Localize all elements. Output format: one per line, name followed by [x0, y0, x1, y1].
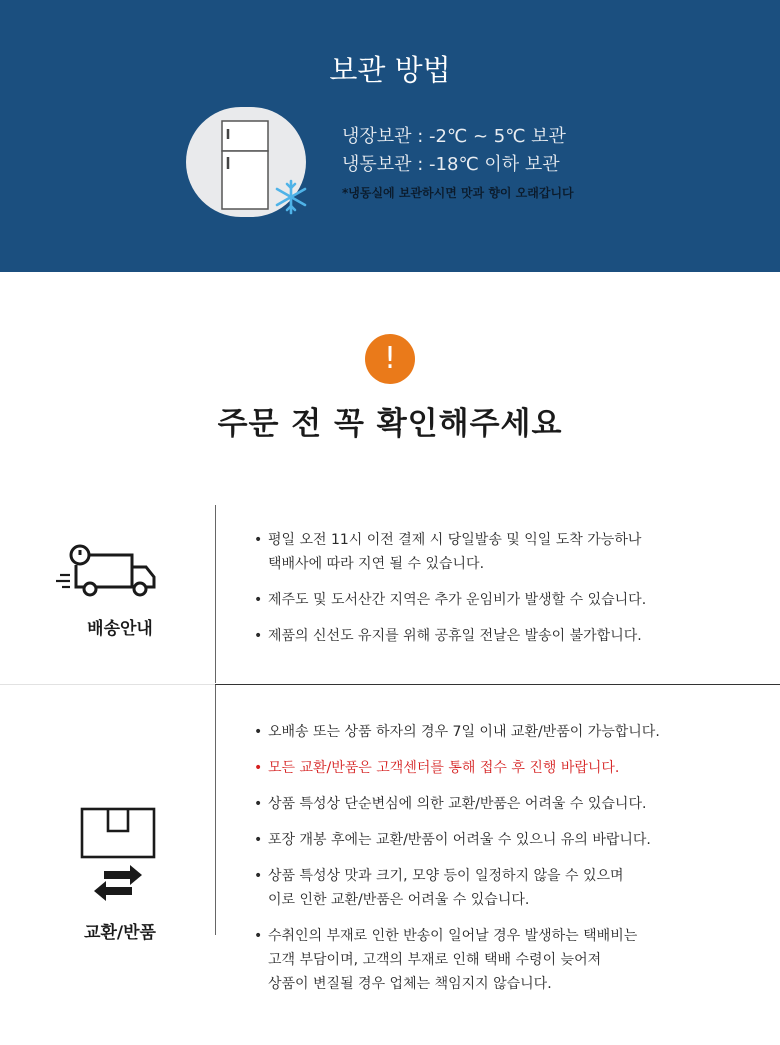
section-divider-horizontal — [0, 684, 215, 685]
list-item: • 수취인의 부재로 인한 반송이 일어날 경우 발생하는 택배비는 고객 부담이며, 고객의 부재로 인해 택배 수령이 늦어져 상품이 변질될 경우 업체는 책임지지 않습니다. — [254, 924, 660, 996]
list-item: • 오배송 또는 상품 하자의 경우 7일 이내 교환/반품이 가능합니다. — [254, 720, 660, 744]
delivery-label: 배송안내 — [87, 619, 153, 639]
section-divider-vertical — [215, 505, 216, 683]
list-item: • 평일 오전 11시 이전 결제 시 당일발송 및 익일 도착 가능하나 택배사에 따라 지연 될 수 있습니다. — [254, 528, 646, 576]
list-item: • 모든 교환/반품은 고객센터를 통해 접수 후 진행 바랍니다. — [254, 756, 660, 780]
storage-freezer-line: 냉동보관 : -18℃ 이하 보관 — [342, 154, 560, 175]
storage-banner — [0, 0, 780, 272]
delivery-list — [254, 528, 646, 648]
section-divider-horizontal-right — [215, 684, 780, 685]
warning-icon: ! — [365, 334, 415, 384]
storage-conditions — [342, 123, 566, 179]
list-item: • 제주도 및 도서산간 지역은 추가 운임비가 발생할 수 있습니다. — [254, 588, 646, 612]
storage-fridge-line: 냉장보관 : -2℃ ~ 5℃ 보관 — [342, 126, 566, 147]
delivery-truck-icon — [56, 543, 160, 599]
returns-list — [254, 720, 660, 996]
list-item: • 제품의 신선도 유지를 위해 공휴일 전날은 발송이 불가합니다. — [254, 624, 646, 648]
storage-title: 보관 방법 — [329, 53, 451, 87]
storage-note: *냉동실에 보관하시면 맛과 향이 오래갑니다 — [342, 186, 574, 200]
notice-headline: 주문 전 꼭 확인해주세요 — [217, 406, 563, 442]
box-exchange-icon — [80, 807, 156, 903]
snowflake-icon — [272, 178, 310, 216]
list-item: • 상품 특성상 맛과 크기, 모양 등이 일정하지 않을 수 있으며 이로 인한 교환/반품은 어려울 수 있습니다. — [254, 864, 660, 912]
list-item: • 포장 개봉 후에는 교환/반품이 어려울 수 있으니 유의 바랍니다. — [254, 828, 660, 852]
list-item: • 상품 특성상 단순변심에 의한 교환/반품은 어려울 수 있습니다. — [254, 792, 660, 816]
section-divider-vertical-2 — [215, 685, 216, 935]
returns-label: 교환/반품 — [84, 923, 156, 943]
